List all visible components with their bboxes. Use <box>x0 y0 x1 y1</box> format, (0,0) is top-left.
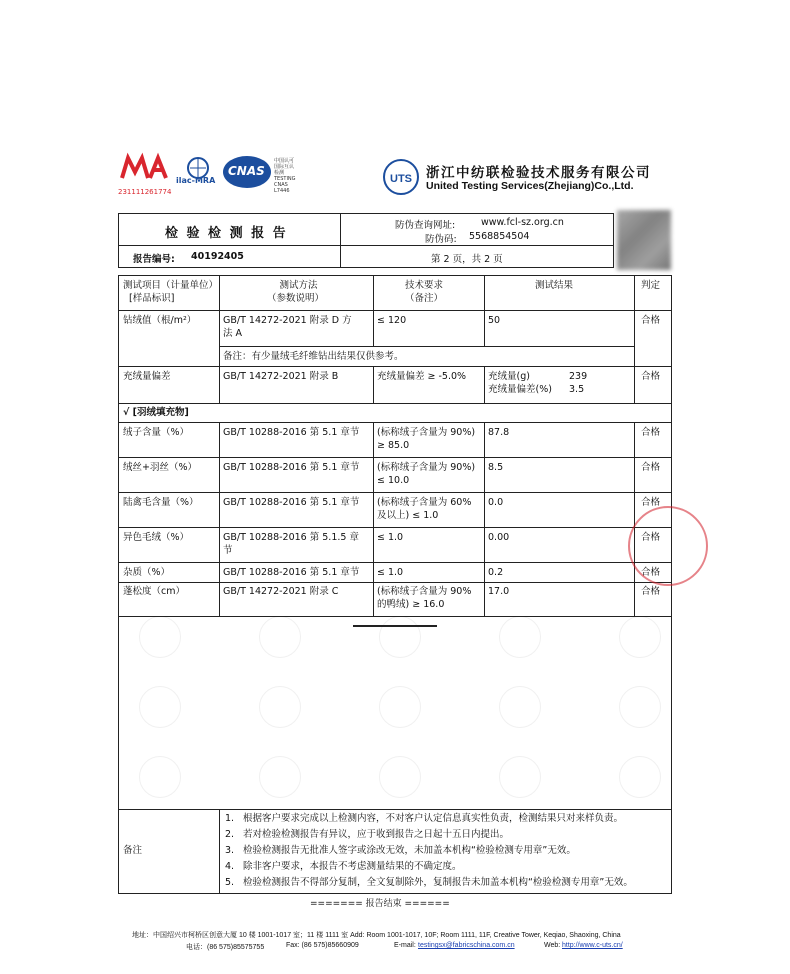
row-result-values: 239 3.5 <box>569 371 588 395</box>
remark-item: 1. 根据客户要求完成以上检测内容，不对客户认定信息真实性负责，检测结果只对来样负责。 <box>225 813 624 824</box>
page-number: 第 2 页，共 2 页 <box>431 254 503 265</box>
cma-number: 231111261774 <box>118 188 172 196</box>
row-result: 8.5 <box>488 462 504 473</box>
footer-tel: 电话：(86 575)85575755 <box>186 944 265 951</box>
qr-code <box>617 210 671 270</box>
footer-web-link[interactable]: http://www.c-uts.cn/ <box>562 942 623 949</box>
col-header-judgement: 判定 <box>641 280 661 291</box>
row-method: GB/T 14272-2021 附录 C <box>223 586 339 597</box>
row-method: GB/T 14272-2021 附录 B <box>223 371 339 382</box>
remark-item: 5. 检验检测报告不得部分复制，全文复制除外，复制报告未加盖本机构“检验检测专用章”无效。 <box>225 877 633 888</box>
col-header-method: 测试方法 （参数说明） <box>267 280 325 304</box>
verify-code: 5568854504 <box>469 231 530 242</box>
row-item: 陆禽毛含量（%） <box>123 497 199 508</box>
uts-mark: UTS <box>390 173 412 185</box>
row-item: 杂质（%） <box>123 567 171 578</box>
row-result: 0.00 <box>488 532 510 543</box>
row-method: GB/T 10288-2016 第 5.1 章节 <box>223 567 360 578</box>
row-result: 充绒量(g) 充绒量偏差(%) <box>488 371 552 395</box>
report-end: ======= 报告结束 ====== <box>310 899 450 909</box>
row-requirement: (标称绒子含量为 60% 及以上) ≤ 1.0 <box>377 497 472 521</box>
verify-site: www.fcl-sz.org.cn <box>481 217 564 228</box>
row-judgement: 合格 <box>641 497 661 508</box>
row-requirement: ≤ 120 <box>377 315 407 326</box>
footer-web-label: Web: <box>544 942 561 949</box>
verify-site-label: 防伪查询网址: <box>395 220 456 231</box>
uts-logo <box>382 158 420 196</box>
official-seal <box>628 506 708 586</box>
footer-address: 地址：中国绍兴市柯桥区创意大厦 10 楼 1001-1017 室；11 楼 1111 室 Add: Room 1001-1017, 10F; Room 1111, 11F, Creative Tower, Keqiao, Shaoxing, China <box>132 932 621 939</box>
row-item: 绒子含量（%） <box>123 427 190 438</box>
row-requirement: ≤ 1.0 <box>377 532 404 543</box>
row-judgement: 合格 <box>641 371 661 382</box>
row-method: GB/T 10288-2016 第 5.1 章节 <box>223 462 360 473</box>
row-result: 17.0 <box>488 586 510 597</box>
footer-fax: Fax: (86 575)85660909 <box>286 942 359 949</box>
row-result: 50 <box>488 315 501 326</box>
row-result: 0.2 <box>488 567 504 578</box>
row-judgement: 合格 <box>641 462 661 473</box>
ilac-mra-logo <box>176 156 220 192</box>
report-number-label: 报告编号: <box>133 254 175 265</box>
row-requirement: (标称绒子含量为 90%) ≤ 10.0 <box>377 462 476 486</box>
cnas-sub: 中国认可 国际互认 检测 TESTING CNAS L7446 <box>274 158 296 194</box>
section-label: √ [羽绒填充物] <box>123 407 189 418</box>
report-title: 检 验 检 测 报 告 <box>165 226 288 241</box>
row-requirement: (标称绒子含量为 90%) ≥ 85.0 <box>377 427 476 451</box>
row-item: 钻绒值（根/m²） <box>123 315 197 326</box>
ilac-text: ilac-MRA <box>176 176 216 185</box>
row-item: 绒丝+羽丝（%） <box>123 462 197 473</box>
row-judgement: 合格 <box>641 567 661 578</box>
company-name-cn: 浙江中纺联检验技术服务有限公司 <box>426 165 651 180</box>
remark-item: 2. 若对检验检测报告有异议，应于收到报告之日起十五日内提出。 <box>225 829 510 840</box>
col-header-item: 测试项目（计量单位） [样品标识] <box>123 280 219 304</box>
remark-item: 4. 除非客户要求，本报告不考虑测量结果的不确定度。 <box>225 861 462 872</box>
end-of-results-rule <box>353 625 437 627</box>
row-item: 异色毛绒（%） <box>123 532 190 543</box>
row-method: GB/T 14272-2021 附录 D 方 法 A <box>223 315 352 339</box>
row-item: 蓬松度（cm） <box>123 586 185 597</box>
row-method: GB/T 10288-2016 第 5.1.5 章 节 <box>223 532 359 556</box>
verify-code-label: 防伪码: <box>425 234 457 245</box>
remarks-label: 备注 <box>123 845 143 856</box>
col-header-result: 测试结果 <box>535 280 574 291</box>
remark-item: 3. 检验检测报告无批准人签字或涂改无效，未加盖本机构“检验检测专用章”无效。 <box>225 845 576 856</box>
col-header-requirement: 技术要求 （备注） <box>405 280 444 304</box>
row-requirement: (标称绒子含量为 90% 的鸭绒) ≥ 16.0 <box>377 586 472 610</box>
row-result: 0.0 <box>488 497 504 508</box>
row-judgement: 合格 <box>641 427 661 438</box>
row-judgement: 合格 <box>641 532 661 543</box>
results-table <box>118 275 672 894</box>
note-row: 备注：有少量绒毛纤维钻出结果仅供参考。 <box>223 351 404 362</box>
row-result: 87.8 <box>488 427 510 438</box>
row-item: 充绒量偏差 <box>123 371 171 382</box>
footer-email-label: E-mail: <box>394 942 416 949</box>
cnas-text: CNAS <box>228 164 265 178</box>
company-name-en: United Testing Services(Zhejiang)Co.,Ltd. <box>426 180 634 192</box>
row-requirement: 充绒量偏差 ≥ -5.0% <box>377 371 467 382</box>
row-requirement: ≤ 1.0 <box>377 567 404 578</box>
row-method: GB/T 10288-2016 第 5.1 章节 <box>223 427 360 438</box>
row-method: GB/T 10288-2016 第 5.1 章节 <box>223 497 360 508</box>
report-header <box>118 213 614 268</box>
report-number: 40192405 <box>191 251 244 262</box>
footer-email-link[interactable]: testingsx@fabricschina.com.cn <box>418 942 515 949</box>
row-judgement: 合格 <box>641 315 661 326</box>
row-judgement: 合格 <box>641 586 661 597</box>
